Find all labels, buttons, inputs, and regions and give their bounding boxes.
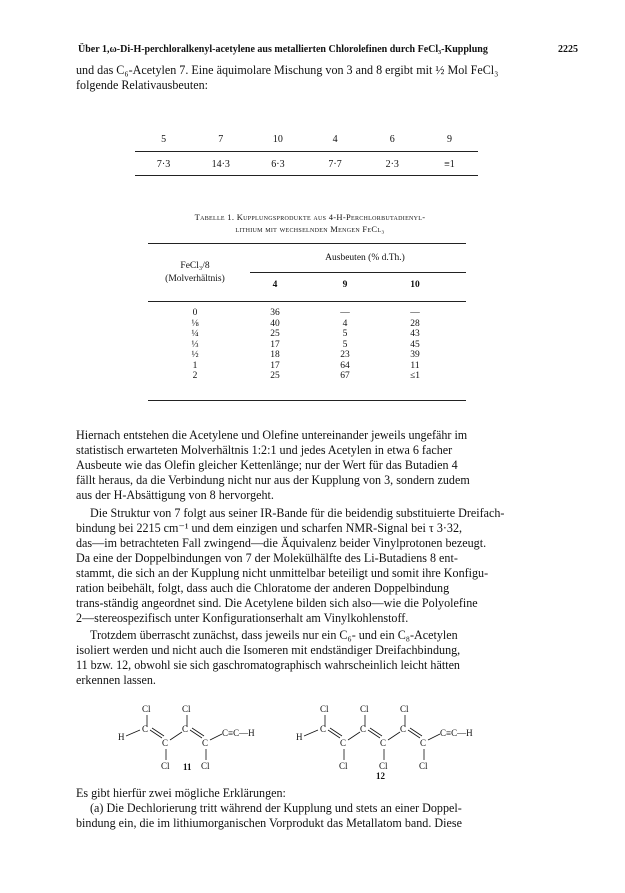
text-line: das—im betrachteten Fall zwingend—die Äquivalenz beider Vinylprotonen bezeugt. xyxy=(76,536,487,550)
yield-header-cell: 5 xyxy=(161,134,167,145)
table-cell: 67 xyxy=(340,371,350,381)
text-line: Die Struktur von 7 folgt aus seiner IR-Bande für die beidendig substituierte Dreifach- xyxy=(90,506,505,520)
table-cell: 4 xyxy=(342,318,348,329)
text-line: (a) Die Dechlorierung tritt während der Kupplung und stets an einer Doppel- xyxy=(90,801,462,815)
text-line: Hiernach entstehen die Acetylene und Olefine untereinander jeweils ungefähr im xyxy=(76,428,468,442)
text-line: Es gibt hierfür zwei mögliche Erklärungen: xyxy=(76,786,286,800)
table-cell: 43 xyxy=(410,329,420,339)
atom-label: C xyxy=(340,738,347,748)
text-line: bindung ein, die im lithiumorganischen Vorprodukt das Metallatom band. Diese xyxy=(76,816,462,830)
table1-ratio-column xyxy=(180,308,210,382)
table-cell: 2 xyxy=(192,371,198,381)
yield-header-cell: 7 xyxy=(218,134,224,145)
running-title: Über 1,ω-Di-H-perchloralkenyl-acetylene aus metallierten Chlorolefinen durch FeCl₃-Kupplung xyxy=(78,44,488,55)
table1-col10 xyxy=(400,308,430,382)
atom-label: C≡C—H xyxy=(222,728,255,738)
paragraph-1 xyxy=(76,428,560,503)
text-line: ration beibehält, folgt, dass auch die Chloratome der anderen Doppelbindung xyxy=(76,581,450,595)
text-line: Da eine der Doppelbindungen von 7 der Molekülhälfte des Li-Butadiens 8 ent- xyxy=(76,551,458,565)
yield-header-cell: 4 xyxy=(332,134,338,145)
text-line: statistisch erwarteten Molverhältnis 1:2:1 und jedes Acetylen in etwa 6 facher xyxy=(76,443,453,457)
table-cell: 18 xyxy=(270,350,280,360)
ratio-header-label: FeCl₃/8 xyxy=(180,261,210,271)
paragraph-3 xyxy=(76,628,560,688)
structural-formulas xyxy=(110,700,530,780)
table-cell: — xyxy=(410,308,420,318)
yield-value-cell: 7·7 xyxy=(328,159,342,170)
yield-header-cell: 6 xyxy=(389,134,395,145)
atom-label: Cl xyxy=(201,761,210,771)
atom-label: C xyxy=(420,738,427,748)
table-cell: ⅓ xyxy=(191,339,199,350)
table-cell: ½ xyxy=(191,350,199,360)
text-line: 2—stereospezifisch unter Konfigurationserhalt am Vinylkohlenstoff. xyxy=(76,611,409,625)
table1-caption-line: lithium mit wechselnden Mengen FeCl₃ xyxy=(235,224,385,234)
yield-value-cell: 2·3 xyxy=(385,159,399,170)
atom-label: C xyxy=(142,724,149,734)
compound-label-11: 11 xyxy=(183,762,192,772)
atom-label: H xyxy=(296,732,303,742)
table-rule xyxy=(148,243,466,244)
table1-caption-line: Tabelle 1. Kupplungsprodukte aus 4-H-Perchlorbutadienyl- xyxy=(194,212,426,222)
table-cell: 36 xyxy=(270,308,280,318)
atom-label: C xyxy=(162,738,169,748)
table-cell: ≤1 xyxy=(410,371,420,381)
table-rule xyxy=(135,175,478,176)
table-cell: 1 xyxy=(192,360,198,371)
table-cell: 45 xyxy=(410,339,420,350)
table-cell: 64 xyxy=(340,360,350,371)
table1-group-header: Ausbeuten (% d.Th.) xyxy=(325,253,405,263)
table-rule xyxy=(135,151,478,152)
table1-col9 xyxy=(330,308,360,382)
yield-value-cell: 6·3 xyxy=(271,159,285,170)
atom-label: Cl xyxy=(360,704,369,714)
atom-label: C xyxy=(320,724,327,734)
text-line: trans-ständig angeordnet sind. Die Acetylene bilden sich also—wie die Polyolefine xyxy=(76,596,478,610)
yield-header-cell: 10 xyxy=(272,134,283,145)
table-cell: 40 xyxy=(270,318,280,329)
yield-header-cell: 9 xyxy=(446,134,452,145)
structure-12 xyxy=(296,704,473,780)
table1-subheader: 9 xyxy=(342,280,348,290)
atom-label: Cl xyxy=(182,704,191,714)
table-cell: 11 xyxy=(410,360,420,371)
table-cell: 28 xyxy=(410,318,420,329)
text-line: 11 bzw. 12, obwohl sie sich gaschromatographisch wahrscheinlich leicht hätten xyxy=(76,658,460,672)
table1-caption xyxy=(120,211,500,235)
atom-label: C xyxy=(360,724,367,734)
table-rule xyxy=(250,272,466,273)
table-cell: 17 xyxy=(270,339,280,350)
atom-label: C xyxy=(400,724,407,734)
atom-label: Cl xyxy=(379,761,388,771)
table-cell: — xyxy=(340,308,350,318)
table1-ratio-header xyxy=(155,260,235,286)
structure-11 xyxy=(118,704,255,772)
atom-label: Cl xyxy=(142,704,151,714)
table-cell: 39 xyxy=(410,350,420,360)
table-cell: 5 xyxy=(342,329,348,339)
atom-label: C xyxy=(202,738,209,748)
intro-paragraph xyxy=(76,63,560,93)
relative-yields-values xyxy=(135,159,478,170)
table-rule xyxy=(148,400,466,401)
page-number: 2225 xyxy=(558,44,578,55)
atom-label: Cl xyxy=(419,761,428,771)
table-cell: ⅛ xyxy=(191,318,199,329)
relative-yields-header xyxy=(135,134,478,145)
text-line: isoliert werden und nicht auch die Isomeren mit endständiger Dreifachbindung, xyxy=(76,643,461,657)
table-cell: 0 xyxy=(192,308,198,318)
running-header xyxy=(78,44,578,55)
text-line: bindung bei 2215 cm⁻¹ und dem einzigen und scharfen NMR-Signal bei τ 3·32, xyxy=(76,521,463,535)
yield-value-cell: 7·3 xyxy=(156,159,171,170)
atom-label: Cl xyxy=(400,704,409,714)
table-cell: 17 xyxy=(270,360,280,371)
table1-col4 xyxy=(260,308,290,382)
atom-label: Cl xyxy=(339,761,348,771)
table-rule xyxy=(148,301,466,302)
atom-label: H xyxy=(118,732,125,742)
intro-line: folgende Relativausbeuten: xyxy=(76,78,208,92)
atom-label: C≡C—H xyxy=(440,728,473,738)
table-cell: 25 xyxy=(270,329,280,339)
text-line: stammt, die sich an der Kupplung nicht unmittelbar beteiligt und somit ihre Konfigu- xyxy=(76,566,489,580)
intro-line: und das C₆-Acetylen 7. Eine äquimolare Mischung von 3 and 8 ergibt mit ½ Mol FeCl₃ xyxy=(76,63,499,77)
atom-label: C xyxy=(380,738,387,748)
text-line: Ausbeute wie das Olefin gleicher Kettenlänge; nur der Wert für das Butadien 4 xyxy=(76,458,458,472)
table-cell: 25 xyxy=(270,371,280,381)
atom-label: Cl xyxy=(320,704,329,714)
table-cell: 5 xyxy=(342,339,348,350)
paragraph-4 xyxy=(76,786,560,831)
yield-value-cell: 14·3 xyxy=(211,159,230,170)
text-line: aus der H-Absättigung von 8 hervorgeht. xyxy=(76,488,274,502)
text-line: Trotzdem überrascht zunächst, dass jeweils nur ein C₆- und ein C₈-Acetylen xyxy=(90,628,458,642)
table1-subheader: 10 xyxy=(410,280,420,290)
text-line: erkennen lassen. xyxy=(76,673,156,687)
text-line: fällt heraus, da die Verbindung nicht nur aus der Kupplung von 3, sondern zudem xyxy=(76,473,470,487)
paragraph-2 xyxy=(76,506,560,626)
table-cell: ¼ xyxy=(191,329,199,339)
ratio-header-sub: (Molverhältnis) xyxy=(165,274,225,284)
yield-value-cell: ≡1 xyxy=(444,159,455,170)
compound-label-12: 12 xyxy=(376,771,385,780)
atom-label: Cl xyxy=(161,761,170,771)
table-cell: 23 xyxy=(340,350,350,360)
table1-subheader: 4 xyxy=(272,280,278,290)
atom-label: C xyxy=(182,724,189,734)
